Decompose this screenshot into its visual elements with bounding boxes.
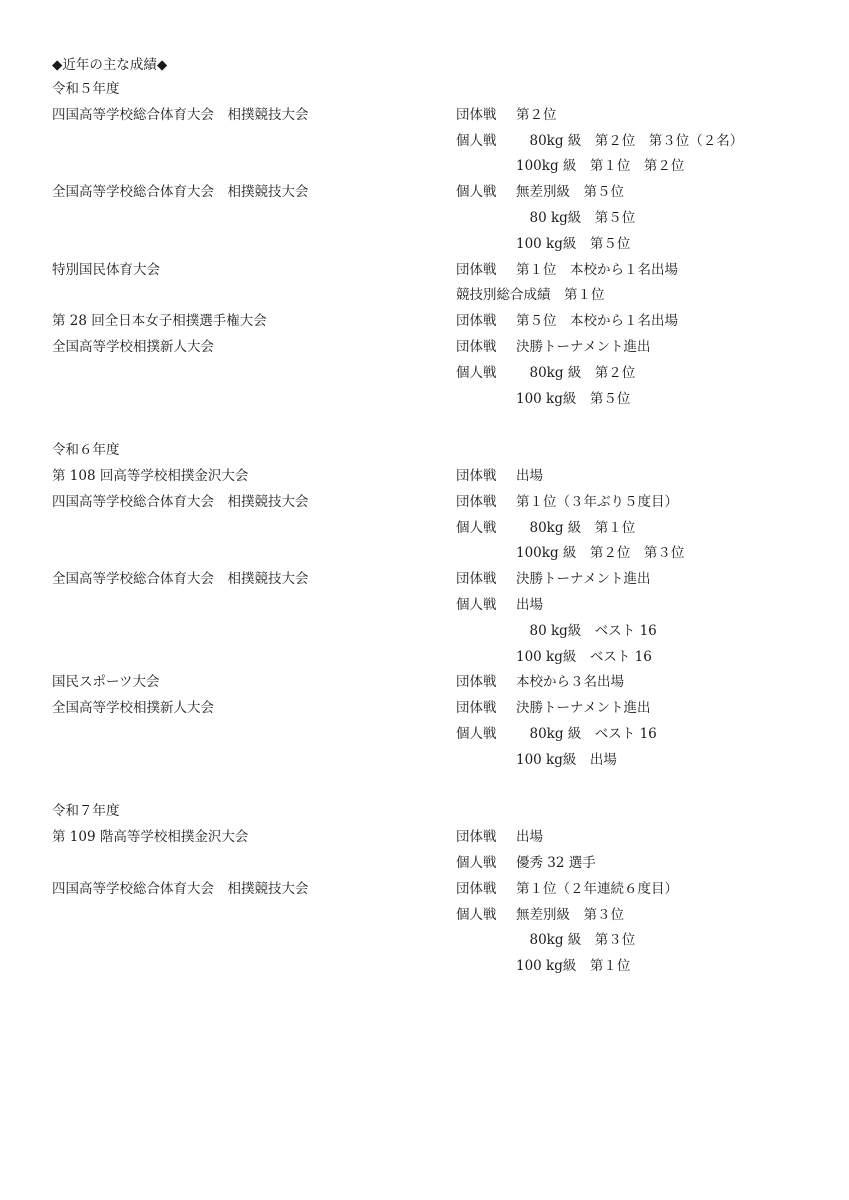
result-text: 80kg 級 第２位 第３位（２名） <box>516 132 744 149</box>
result-text: 第１位（２年連続６度目） <box>516 880 678 897</box>
result-text: 80kg 級 ベスト 16 <box>516 725 657 742</box>
event-name: 国民スポーツ大会 <box>52 674 160 691</box>
match-type: 団体戦 <box>456 313 497 330</box>
result-row <box>0 544 849 570</box>
result-text: 第１位（３年ぶり５度目） <box>516 493 678 510</box>
result-row <box>0 648 849 674</box>
event-name: 四国高等学校総合体育大会 相撲競技大会 <box>52 106 309 123</box>
match-type: 団体戦 <box>456 338 497 355</box>
event-name: 全国高等学校相撲新人大会 <box>52 700 214 717</box>
result-text: 100kg 級 第２位 第３位 <box>516 545 685 562</box>
result-text: 出場 <box>516 467 543 484</box>
event-name: 全国高等学校総合体育大会 相撲競技大会 <box>52 571 309 588</box>
event-name: 第 28 回全日本女子相撲選手権大会 <box>52 313 267 330</box>
year-heading: 令和６年度 <box>52 442 120 459</box>
event-name: 第 108 回高等学校相撲金沢大会 <box>52 467 249 484</box>
result-row <box>0 622 849 648</box>
event-name: 全国高等学校総合体育大会 相撲競技大会 <box>52 184 309 201</box>
event-name: 特別国民体育大会 <box>52 261 160 278</box>
result-row <box>0 931 849 957</box>
result-text: 100 kg級 第５位 <box>516 235 631 252</box>
event-name: 全国高等学校相撲新人大会 <box>52 338 214 355</box>
match-type: 個人戦 <box>456 725 497 742</box>
result-text: 出場 <box>516 596 543 613</box>
result-row <box>0 570 849 596</box>
result-text: 80kg 級 第３位 <box>516 932 636 949</box>
result-row <box>0 751 849 777</box>
result-row <box>0 699 849 725</box>
result-text: 第５位 本校から１名出場 <box>516 313 678 330</box>
year-section <box>0 80 849 415</box>
event-name: 四国高等学校総合体育大会 相撲競技大会 <box>52 880 309 897</box>
result-text: 第２位 <box>516 106 557 123</box>
result-text: 80kg 級 第１位 <box>516 519 636 536</box>
result-row <box>0 312 849 338</box>
year-section <box>0 441 849 776</box>
document-title: ◆近年の主な成績◆ <box>52 57 168 73</box>
result-text: 80 kg級 ベスト 16 <box>516 622 657 639</box>
event-name: 第 109 階高等学校相撲金沢大会 <box>52 829 249 846</box>
result-row <box>0 519 849 545</box>
result-text: 100 kg級 第５位 <box>516 390 631 407</box>
result-row <box>0 157 849 183</box>
result-row <box>0 596 849 622</box>
year-heading: 令和５年度 <box>52 81 120 97</box>
result-row <box>0 390 849 416</box>
result-text: 出場 <box>516 829 543 846</box>
result-text: 第１位 本校から１名出場 <box>516 261 678 278</box>
result-row <box>0 261 849 287</box>
result-text: 80 kg級 第５位 <box>516 209 636 226</box>
match-type: 個人戦 <box>456 364 497 381</box>
result-row <box>0 725 849 751</box>
match-type: 団体戦 <box>456 700 497 717</box>
result-text: 優秀 32 選手 <box>516 854 596 871</box>
match-type: 団体戦 <box>456 493 497 510</box>
result-row <box>0 209 849 235</box>
result-row <box>0 235 849 261</box>
result-row <box>0 906 849 932</box>
match-type: 団体戦 <box>456 106 497 123</box>
match-type: 団体戦 <box>456 674 497 691</box>
match-type: 団体戦 <box>456 467 497 484</box>
year-heading: 令和７年度 <box>52 803 120 820</box>
result-text: 80kg 級 第２位 <box>516 364 636 381</box>
result-row <box>0 338 849 364</box>
match-type: 個人戦 <box>456 519 497 536</box>
match-type: 個人戦 <box>456 132 497 149</box>
match-type: 個人戦 <box>456 906 497 923</box>
year-section <box>0 802 849 983</box>
match-type: 個人戦 <box>456 596 497 613</box>
event-name: 四国高等学校総合体育大会 相撲競技大会 <box>52 493 309 510</box>
match-type: 個人戦 <box>456 184 497 201</box>
result-row <box>0 957 849 983</box>
result-text: 決勝トーナメント進出 <box>516 700 651 717</box>
result-text: 決勝トーナメント進出 <box>516 338 651 355</box>
match-type: 競技別総合成績 第１位 <box>456 287 605 304</box>
match-type: 団体戦 <box>456 261 497 278</box>
result-row <box>0 106 849 132</box>
result-text: 決勝トーナメント進出 <box>516 571 651 588</box>
result-row <box>0 673 849 699</box>
result-row <box>0 132 849 158</box>
result-row <box>0 493 849 519</box>
result-row <box>0 880 849 906</box>
result-text: 無差別級 第３位 <box>516 906 624 923</box>
result-text: 100 kg級 第１位 <box>516 958 631 975</box>
result-text: 100 kg級 出場 <box>516 751 617 768</box>
result-row <box>0 286 849 312</box>
result-row <box>0 183 849 209</box>
match-type: 団体戦 <box>456 880 497 897</box>
result-row <box>0 364 849 390</box>
match-type: 団体戦 <box>456 571 497 588</box>
result-text: 100kg 級 第１位 第２位 <box>516 158 685 175</box>
result-row <box>0 828 849 854</box>
results-sections <box>0 80 849 1009</box>
match-type: 個人戦 <box>456 854 497 871</box>
result-text: 本校から３名出場 <box>516 674 624 691</box>
result-row <box>0 854 849 880</box>
result-row <box>0 467 849 493</box>
result-text: 無差別級 第５位 <box>516 184 624 201</box>
match-type: 団体戦 <box>456 829 497 846</box>
result-text: 100 kg級 ベスト 16 <box>516 648 652 665</box>
